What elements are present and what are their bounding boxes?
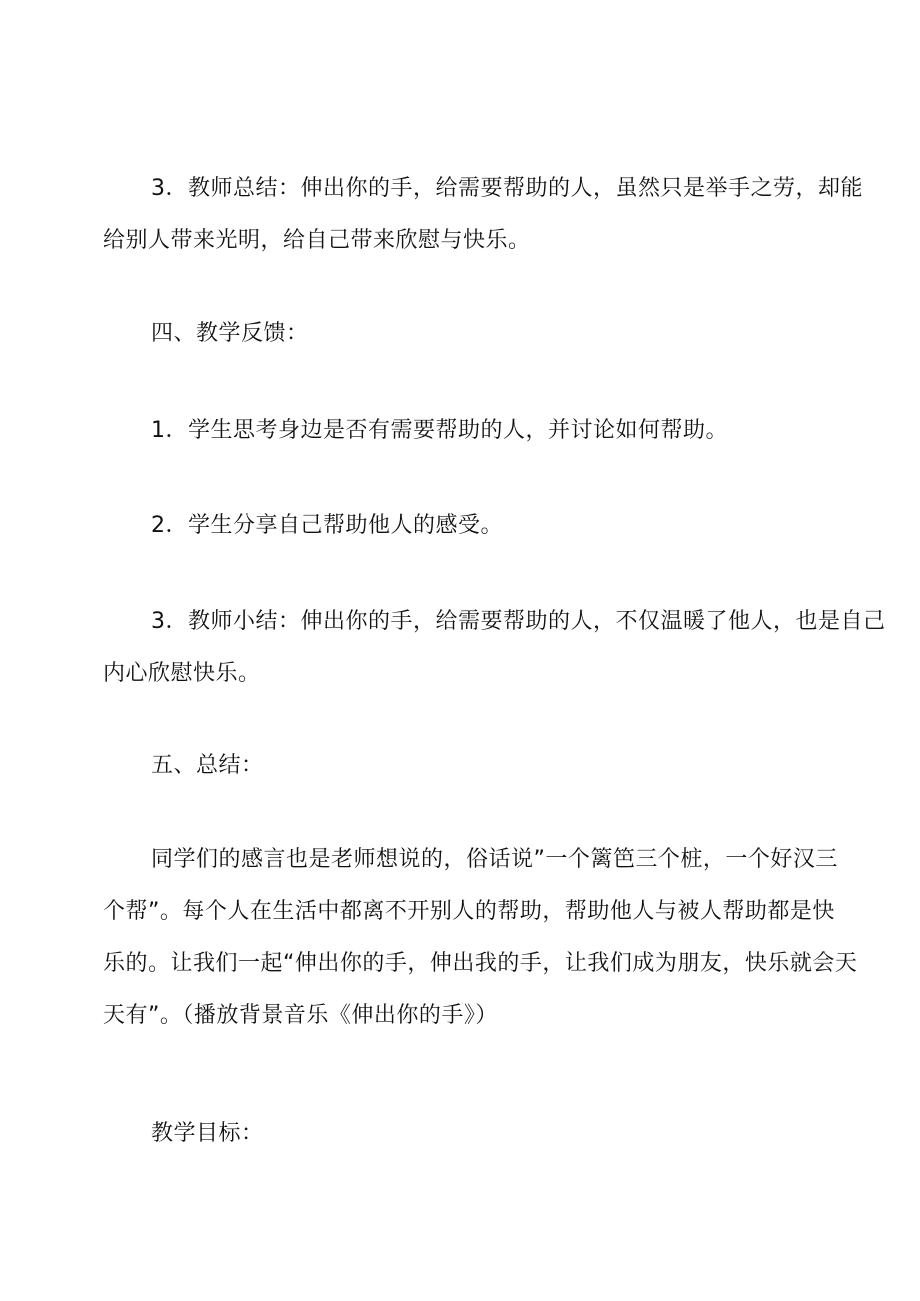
paragraph-line: 3．教师小结：伸出你的手，给需要帮助的人，不仅温暖了他人，也是自己 <box>151 609 886 634</box>
section-heading-objectives: 教学目标： <box>151 1121 264 1146</box>
paragraph-line: 同学们的感言也是老师想说的，俗话说”一个篱笆三个桩，一个好汉三 <box>151 847 838 872</box>
paragraph-summary <box>103 834 858 1042</box>
section-heading-feedback: 四、教学反馈： <box>151 321 309 346</box>
paragraph-line: 天有”。（播放背景音乐《伸出你的手》） <box>103 1003 498 1028</box>
paragraph-line: 个帮”。每个人在生活中都离不开别人的帮助，帮助他人与被人帮助都是快 <box>103 899 835 924</box>
paragraph-line: 内心欣慰快乐。 <box>103 661 261 686</box>
paragraph-teacher-conclusion <box>103 596 886 700</box>
paragraph-line: 给别人带来光明，给自己带来欣慰与快乐。 <box>103 228 531 253</box>
paragraph-line: 乐的。让我们一起“伸出你的手，伸出我的手，让我们成为朋友，快乐就会天 <box>103 951 858 976</box>
list-item-2: 2．学生分享自己帮助他人的感受。 <box>151 513 503 538</box>
section-heading-summary: 五、总结： <box>151 753 264 778</box>
paragraph-line: 3．教师总结：伸出你的手，给需要帮助的人，虽然只是举手之劳，却能 <box>151 176 863 201</box>
paragraph-teacher-summary <box>103 163 863 267</box>
list-item-1: 1．学生思考身边是否有需要帮助的人，并讨论如何帮助。 <box>151 418 728 443</box>
